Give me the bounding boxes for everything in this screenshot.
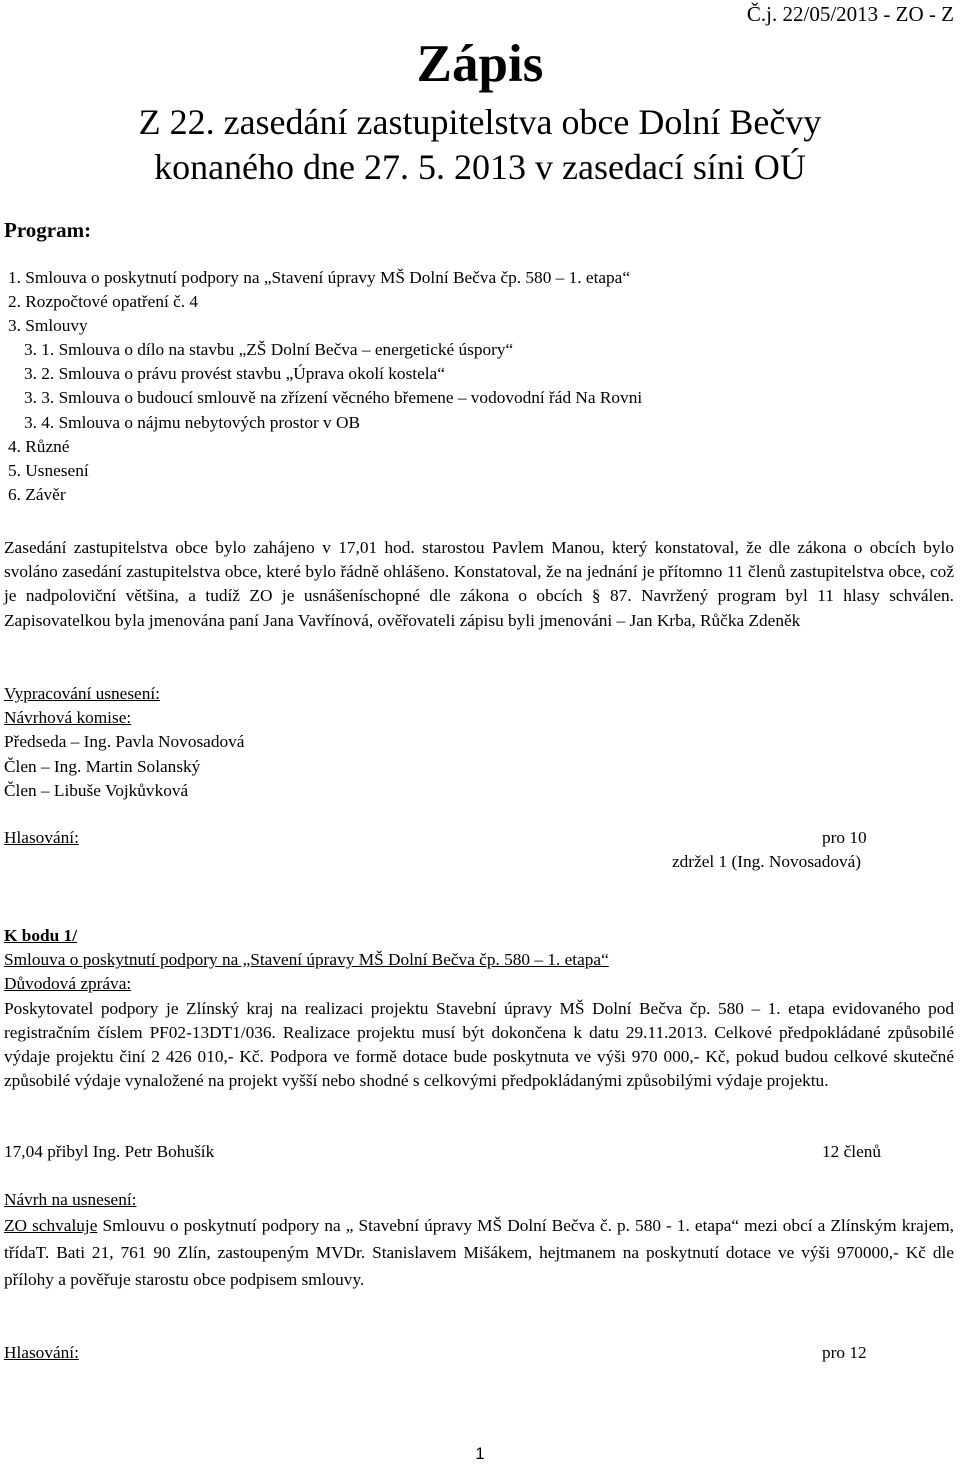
opening-paragraph: Zasedání zastupitelstva obce bylo zahájeno v 17,01 hod. starostou Pavlem Manou, který konstatoval, že dle zákona o obcích bylo svoláno zasedání zastupitelstva obce, které bylo řádně ohlášeno. Konstatoval, že na jednání je přítomno 11 členů zastupitelstva obce, což je nadpoloviční většina, a tudíž ZO je usnášeníschopné dle zákona o obcích § 87. Navržený program byl 11 hlasy schválen. Zapisovatelkou byla jmenována paní Jana Vavřínová, ověřovateli zápisu byli jmenováni – Jan Krba, Růčka Zdeněk	[4, 538, 954, 630]
commission-member: Člen – Libuše Vojkůvková	[4, 780, 189, 800]
proposal-section	[4, 1188, 954, 1293]
program-subitem: 3. 4. Smlouva o nájmu nebytových prostor v OB	[24, 412, 360, 432]
proposal-label: Návrh na usnesení:	[4, 1190, 137, 1209]
point1-section	[4, 924, 954, 1093]
vote-section-2	[4, 1341, 954, 1365]
program-item: 6. Závěr	[8, 484, 66, 504]
vote-label: Hlasování:	[4, 1343, 79, 1362]
program-item: 5. Usnesení	[8, 460, 89, 480]
document-subtitle-line1: Z 22. zasedání zastupitelstva obce Dolní Bečvy	[138, 102, 822, 142]
point1-subject: Smlouva o poskytnutí podpory na „Stavení úpravy MŠ Dolní Bečva čp. 580 – 1. etapa“	[4, 950, 609, 970]
proposal-text	[4, 1212, 954, 1293]
proposal-lead: ZO schvaluje	[4, 1216, 98, 1236]
commission-member: Člen – Ing. Martin Solanský	[4, 756, 201, 776]
reason-text: Poskytovatel podpory je Zlínský kraj na realizaci projektu Stavební úpravy MŠ Dolní Bečva čp. 580 – 1. etapa evidovaného pod registračním číslem PF02-13DT1/036. Realizace projektu musí být dokončena k datu 29.11.2013. Celkové předpokládané způsobilé výdaje projektu činí 2 426 010,- Kč. Podpora ve formě dotace bude poskytnuta ve výši 970 000,- Kč, pokud budou celkové skutečné způsobilé výdaje vynaložené na projekt vyšší nebo shodné s celkovými předpokládanými způsobilými výdaje projektu.	[4, 998, 954, 1091]
page-number: 1	[475, 1444, 485, 1463]
reason-label: Důvodová zpráva:	[4, 974, 132, 994]
resolution-heading: Vypracování usnesení:	[4, 684, 160, 703]
commission-section	[4, 682, 954, 803]
document-title: Zápis	[416, 35, 544, 93]
point1-heading: K bodu 1/	[4, 926, 77, 945]
program-list	[8, 266, 642, 507]
program-subitem: 3. 3. Smlouva o budoucí smlouvě na zřízení věcného břemene – vodovodní řád Na Rovni	[24, 388, 643, 408]
vote-for: pro 10	[822, 828, 867, 847]
commission-member: Předseda – Ing. Pavla Novosadová	[4, 732, 245, 752]
proposal-body: Smlouvu o poskytnutí podpory na „ Stavební úpravy MŠ Dolní Bečva č. p. 580 - 1. etapa“ mezi obcí a Zlínským krajem, třídaT. Bati 21, 761 90 Zlín, zastoupeným MVDr. Stanislavem Mišákem, hejtmanem na poskytnutí dotace ve výši 970000,- Kč dle přílohy a pověřuje starostu obce podpisem smlouvy.	[4, 1216, 955, 1290]
arrival-row	[4, 1140, 954, 1164]
commission-heading: Návrhová komise:	[4, 708, 132, 728]
vote-for: pro 12	[822, 1343, 867, 1362]
document-subtitle-line2: konaného dne 27. 5. 2013 v zasedací síni OÚ	[154, 147, 806, 187]
vote-section-1	[4, 826, 954, 874]
program-label: Program:	[4, 218, 92, 242]
arrival-note: 17,04 přibyl Ing. Petr Bohušík	[4, 1142, 215, 1161]
reference-number: Č.j. 22/05/2013 - ZO - Z	[746, 2, 954, 26]
program-item: 1. Smlouva o poskytnutí podpory na „Stavení úpravy MŠ Dolní Bečva čp. 580 – 1. etapa“	[8, 268, 631, 287]
vote-abstain: zdržel 1 (Ing. Novosadová)	[672, 852, 862, 871]
program-item: 3. Smlouvy	[8, 316, 88, 336]
vote-label: Hlasování:	[4, 828, 79, 847]
program-item: 4. Různé	[8, 436, 70, 456]
program-item: 2. Rozpočtové opatření č. 4	[8, 292, 199, 312]
program-subitem: 3. 2. Smlouva o právu provést stavbu „Úprava okolí kostela“	[24, 364, 445, 384]
members-count: 12 členů	[822, 1142, 882, 1161]
program-subitem: 3. 1. Smlouva o dílo na stavbu „ZŠ Dolní Bečva – energetické úspory“	[24, 340, 514, 360]
